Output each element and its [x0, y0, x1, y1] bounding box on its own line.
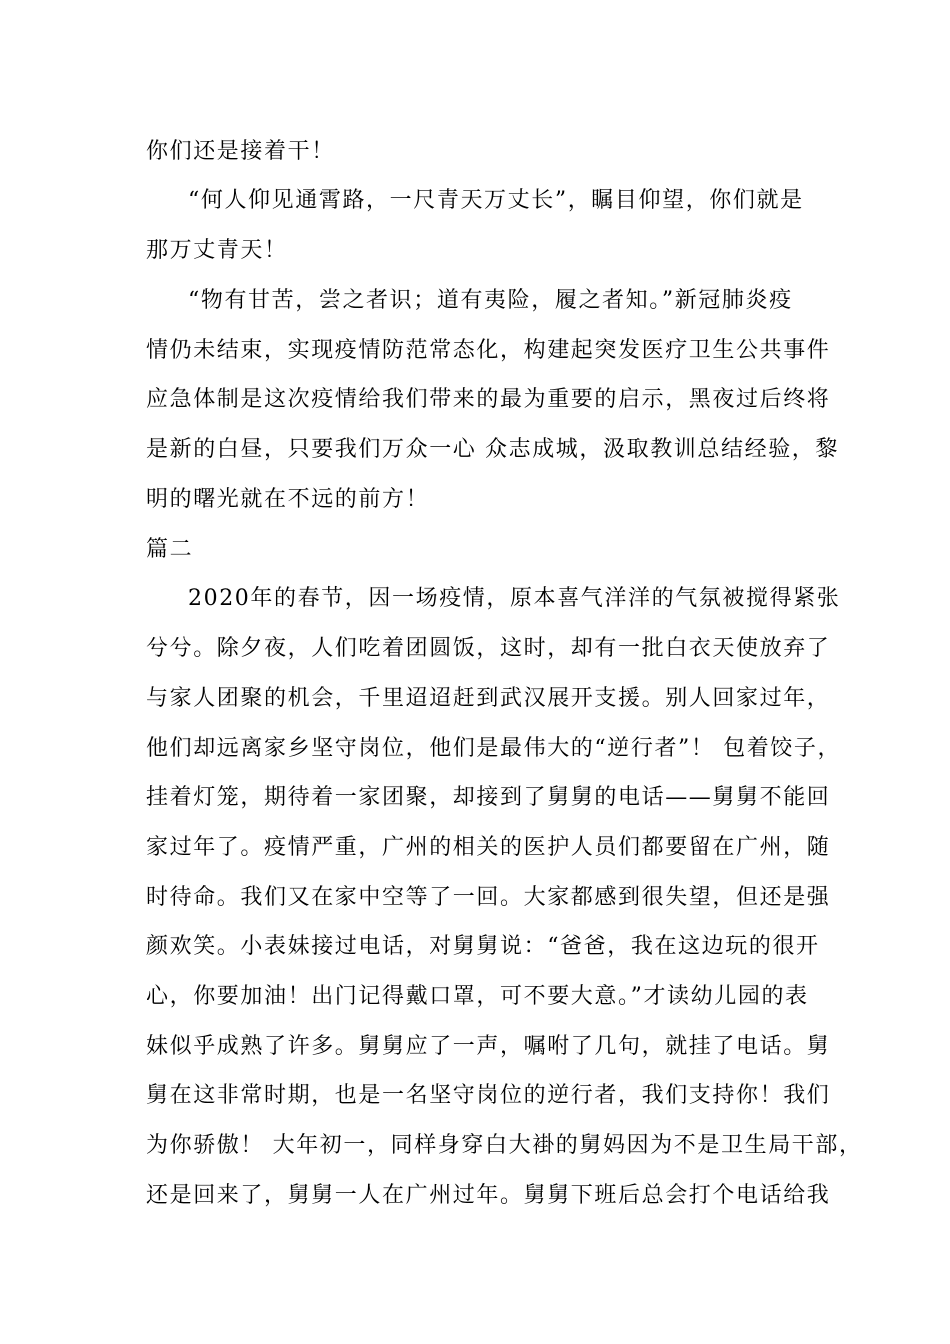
text-line: 时待命。我们又在家中空等了一回。大家都感到很失望，但还是强	[146, 885, 831, 910]
text-line: 应急体制是这次疫情给我们带来的最为重要的启示，黑夜过后终将	[146, 387, 831, 412]
text-line: 颜欢笑。小表妹接过电话，对舅舅说：“爸爸，我在这边玩的很开	[146, 934, 820, 959]
text-line: 你们还是接着干！	[146, 139, 335, 164]
text-line: 妹似乎成熟了许多。舅舅应了一声，嘱咐了几句，就挂了电话。舅	[146, 1034, 831, 1059]
text-line: 那万丈青天！	[146, 238, 288, 263]
text-line: “物有甘苦，尝之者识；道有夷险，履之者知。”新冠肺炎疫	[188, 288, 793, 313]
text-line: 与家人团聚的机会，千里迢迢赶到武汉展开支援。别人回家过年，	[146, 686, 831, 711]
text-line: 他们却远离家乡坚守岗位，他们是最伟大的“逆行者”！ 包着饺子，	[146, 736, 842, 761]
text-line: 家过年了。疫情严重，广州的相关的医护人员们都要留在广州，随	[146, 835, 831, 860]
text-line: 明的曙光就在不远的前方！	[146, 487, 430, 512]
text-line: 挂着灯笼，期待着一家团聚，却接到了舅舅的电话——舅舅不能回	[146, 785, 831, 810]
text-line: 舅在这非常时期，也是一名坚守岗位的逆行者，我们支持你！我们	[146, 1083, 831, 1108]
text-line: 为你骄傲！ 大年初一，同样身穿白大褂的舅妈因为不是卫生局干部，	[146, 1133, 863, 1158]
text-line: “何人仰见通霄路，一尺青天万丈长”，瞩目仰望，你们就是	[188, 188, 804, 213]
text-line: 心，你要加油！出门记得戴口罩，可不要大意。”才读幼儿园的表	[146, 984, 809, 1009]
text-line: 还是回来了，舅舅一人在广州过年。舅舅下班后总会打个电话给我	[146, 1183, 831, 1208]
section-heading: 篇二	[146, 537, 194, 562]
text-line: 情仍未结束，实现疫情防范常态化，构建起突发医疗卫生公共事件	[146, 338, 831, 363]
text-line: 2020年的春节，因一场疫情，原本喜气洋洋的气氛被搅得紧张	[188, 586, 841, 611]
text-line: 是新的白昼，只要我们万众一心 众志成城，汲取教训总结经验，黎	[146, 437, 839, 462]
text-line: 兮兮。除夕夜，人们吃着团圆饭，这时，却有一批白衣天使放弃了	[146, 636, 831, 661]
